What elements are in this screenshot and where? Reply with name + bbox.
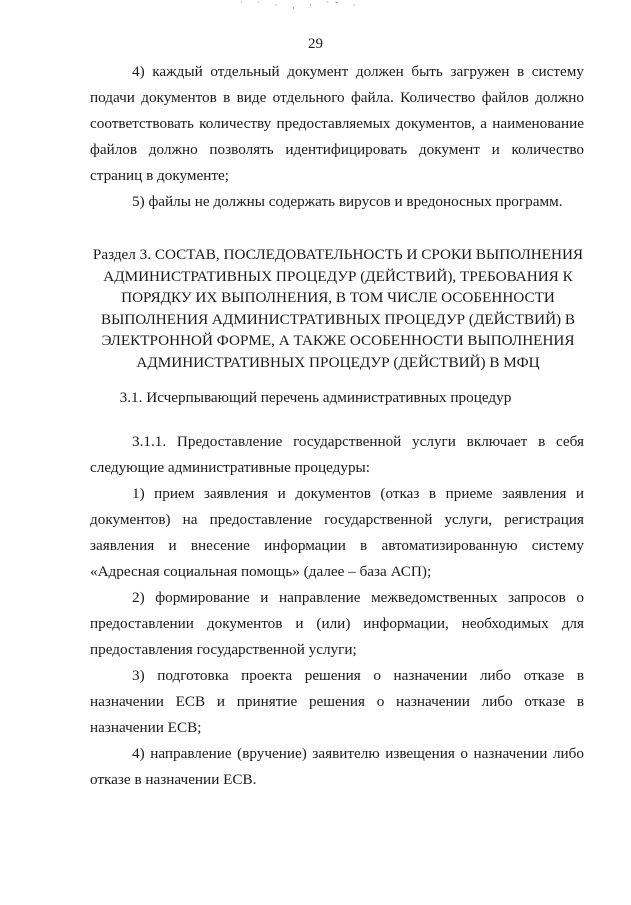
procedures-intro: 3.1.1. Предоставление государственной услуги включает в себя следующие административные процедуры: — [90, 433, 584, 476]
section-heading: Раздел 3. СОСТАВ, ПОСЛЕДОВАТЕЛЬНОСТЬ И СРОКИ ВЫПОЛНЕНИЯ АДМИНИСТРАТИВНЫХ ПРОЦЕДУР (ДЕЙСТВИЙ), ТРЕБОВАНИЯ К ПОРЯДКУ ИХ ВЫПОЛНЕНИЯ, В ТОМ ЧИСЛЕ ОСОБЕННОСТИ ВЫПОЛНЕНИЯ АДМИНИСТРАТИВНЫХ ПРОЦЕДУР (ДЕЙСТВИЙ) В ЭЛЕКТРОННОЙ ФОРМЕ, А ТАКЖЕ ОСОБЕННОСТИ ВЫПОЛНЕНИЯ АДМИНИСТРАТИВНЫХ ПРОЦЕДУР (ДЕЙСТВИЙ) В МФЦ — [92, 246, 584, 371]
paragraph-item-5: 5) файлы не должны содержать вирусов и вредоносных программ. — [132, 193, 563, 210]
page-number: 29 — [308, 36, 323, 52]
paragraph-item-4: 4) каждый отдельный документ должен быть загружен в систему подачи документов в виде отдельного файла. Количество файлов должно соответствовать количеству предоставляемых документов, а наименование файлов должно позволять идентифицировать документ и количество страниц в документе; — [90, 63, 584, 184]
scan-specks-decoration: ˙ ˙ · ‚ · ˙ˇ · — [240, 0, 362, 10]
procedure-item-4: 4) направление (вручение) заявителю извещения о назначении либо отказе в назначении ЕСВ. — [90, 745, 584, 788]
procedure-item-3: 3) подготовка проекта решения о назначении либо отказе в назначении ЕСВ и принятие решения о назначении либо отказе в назначении ЕСВ; — [90, 667, 584, 736]
section-subheading: 3.1. Исчерпывающий перечень административных процедур — [119, 389, 512, 406]
procedure-item-2: 2) формирование и направление межведомственных запросов о предоставлении документов и (или) информации, необходимых для предоставления государственной услуги; — [90, 589, 584, 658]
procedure-item-1: 1) прием заявления и документов (отказ в приеме заявления и документов) на предоставление государственной услуги, регистрация заявления и внесение информации в автоматизированную систему «Адресная социальная помощь» (далее – база АСП); — [90, 485, 584, 580]
